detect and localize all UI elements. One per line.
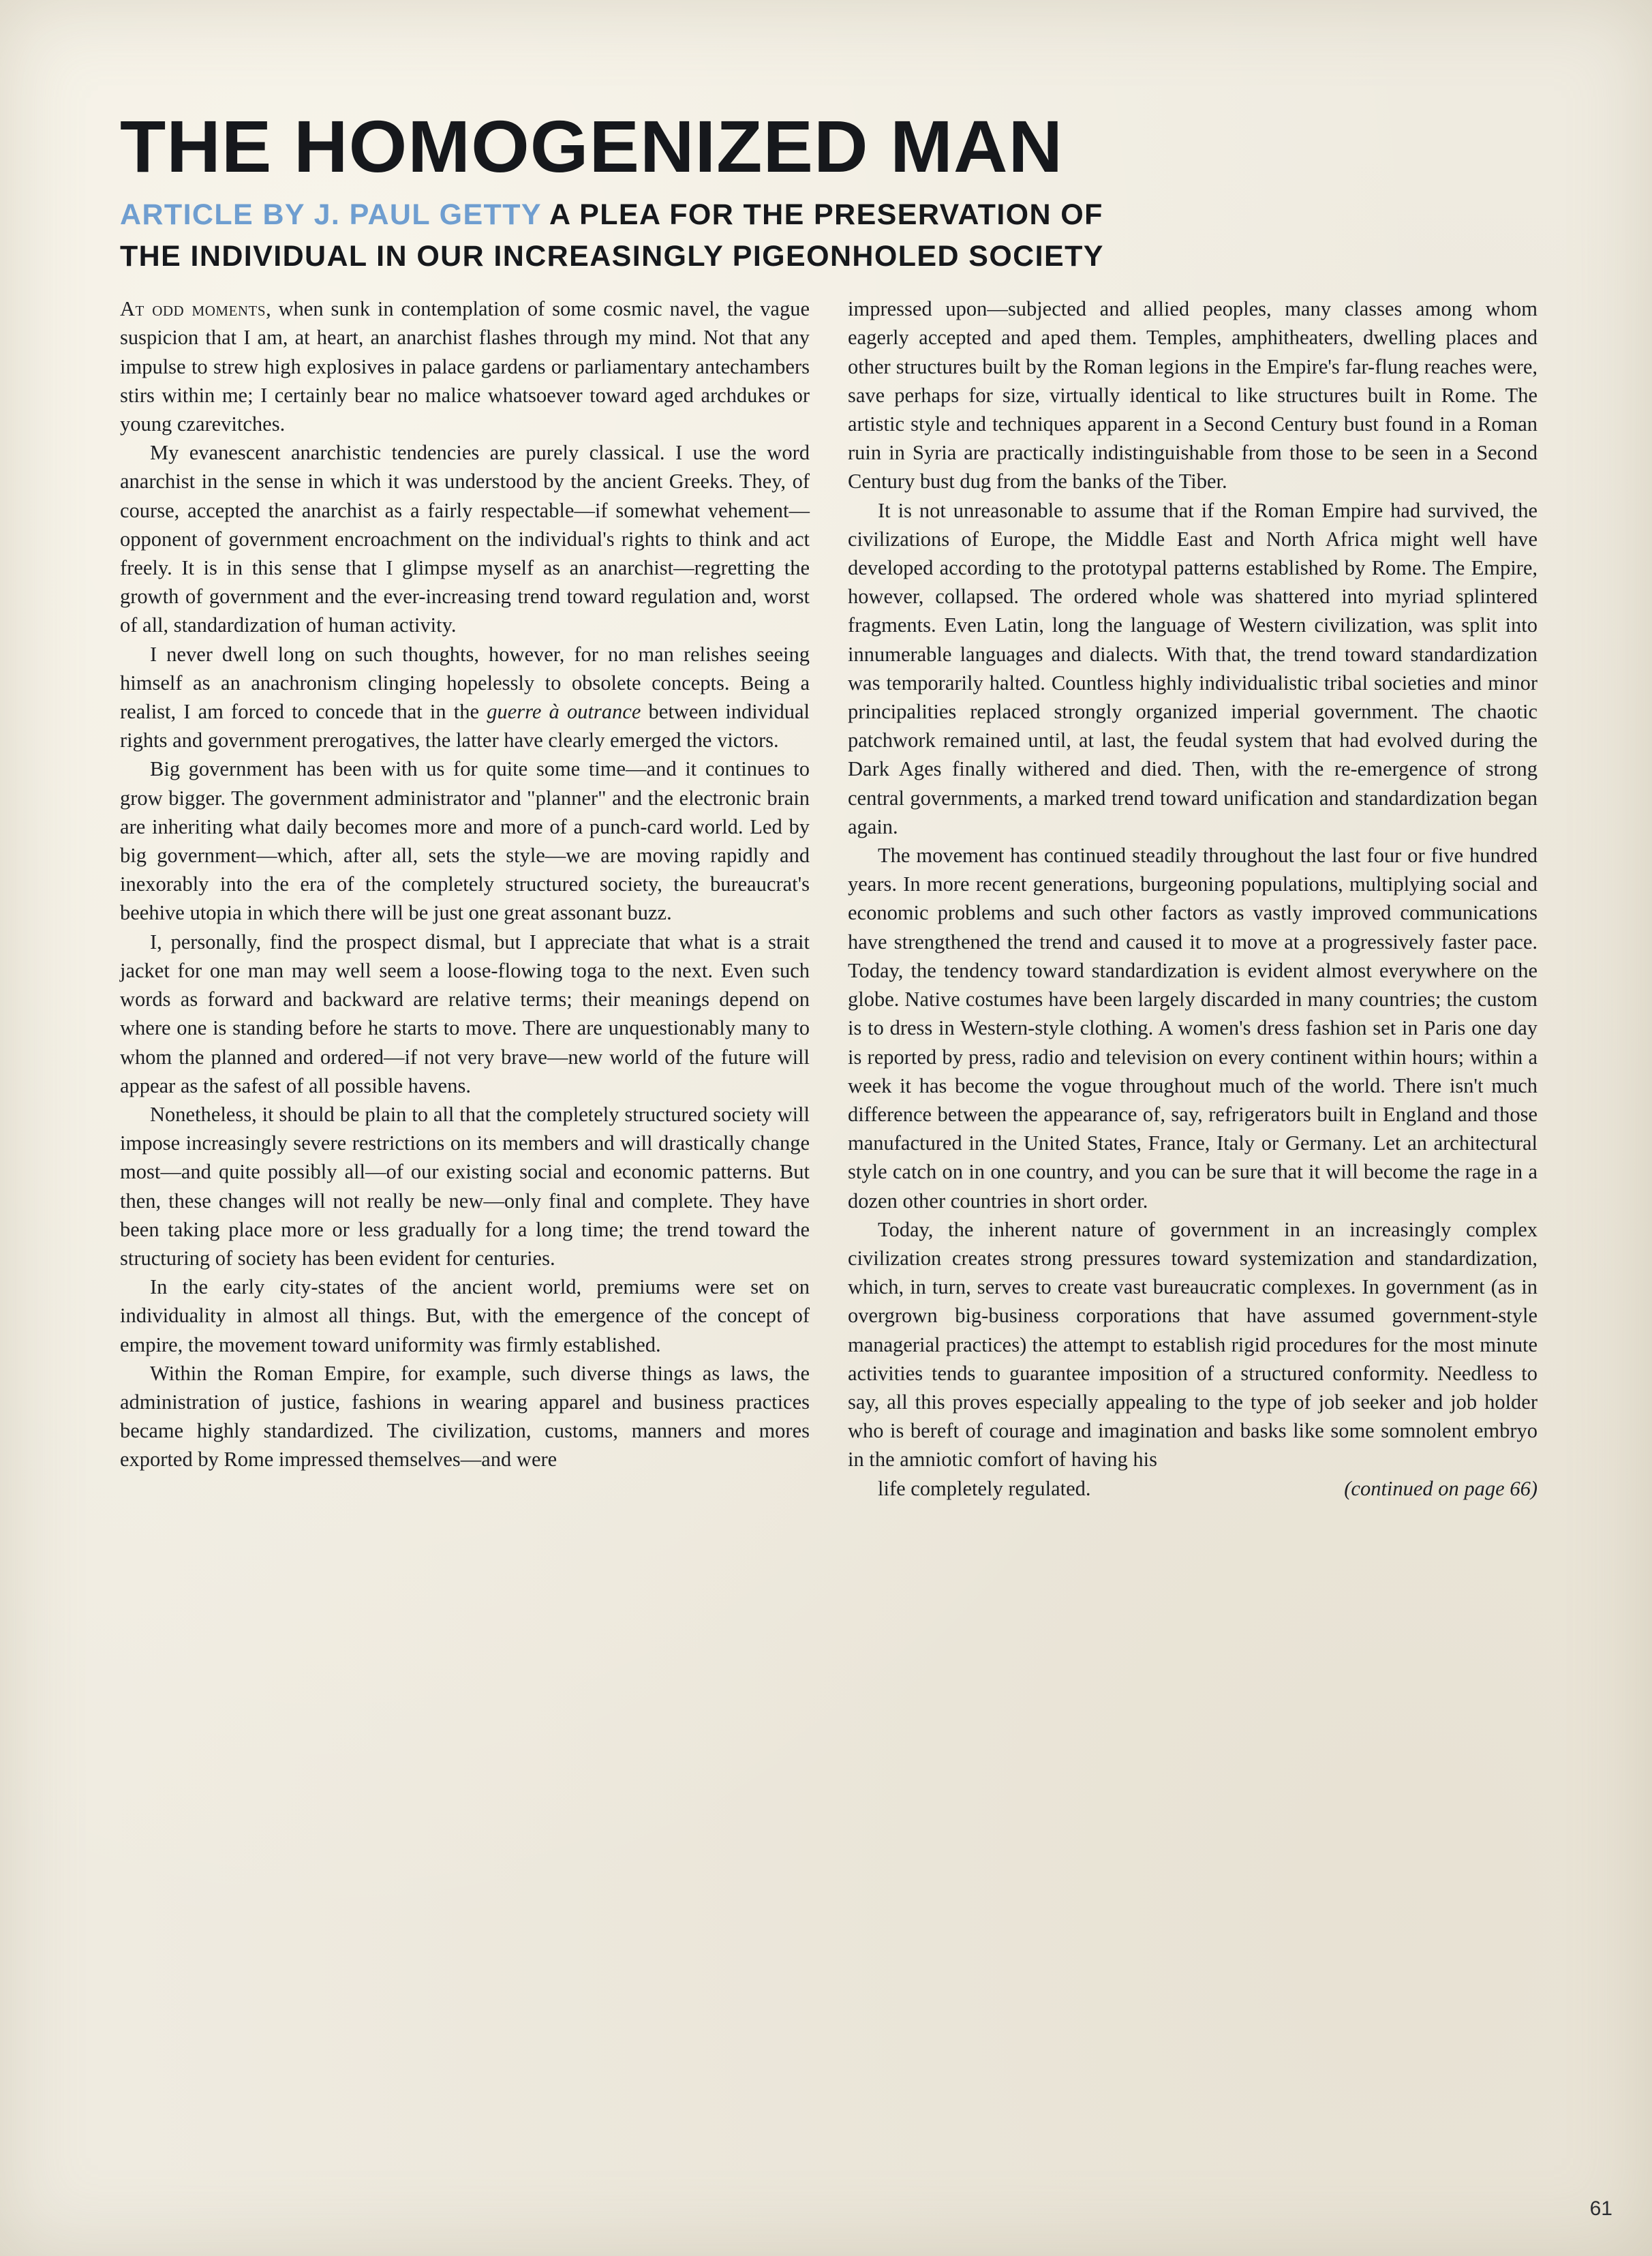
paragraph: Within the Roman Empire, for example, such diverse things as laws, the administration of justice, fashions in wearing apparel and business practices became highly standardized. The civilization, customs, manners and mores exported by Rome impressed themselves—and were [120,1361,810,1472]
paragraph: Nonetheless, it should be plain to all that the completely structured society will impose increasingly severe restrictions on its members and will drastically change most—and quite possibly all—of our existing social and economic patterns. But then, these changes will not really be new—only final and complete. They have been taking place more or less gradually for a long time; the trend toward the structuring of society has been evident for centuries. [120,1102,810,1270]
paragraph: My evanescent anarchistic tendencies are purely classical. I use the word anarchist in the sense in which it was understood by the ancient Greeks. They, of course, accepted the anarchist as a fairly respectable—if somewhat vehement—opponent of government encroachment on the individual's rights to think and act freely. It is in this sense that I glimpse myself as an anarchist—regretting the growth of government and the ever-increasing trend toward regulation and, worst of all, standardization of human activity. [120,441,810,637]
article-columns [120,294,1538,1503]
paragraph: Big government has been with us for quite some time—and it continues to grow bigger. The government administrator and "planner" and the electronic brain are inheriting what daily becomes more and more of a punch-card world. Led by big government—which, after all, sets the style—we are moving rapidly and inexorably into the era of the completely structured society, the bureaucrat's beehive utopia in which there will be just one great assonant buzz. [120,757,810,925]
article-content [120,105,1538,1503]
paragraph: impressed upon—subjected and allied peoples, many classes among whom eagerly accepted and aped them. Temples, amphitheaters, dwelling places and other structures built by the Roman legions in the Empire's far-flung reaches were, save perhaps for size, virtually identical to like structures built in Rome. The artistic style and techniques apparent in a Second Century bust found in a Roman ruin in Syria are practically indistinguishable from those to be seen in a Second Century bust dug from the banks of the Tiber. [848,297,1538,493]
page-title: THE HOMOGENIZED MAN [120,105,1064,187]
deck-part-one: A PLEA FOR THE PRESERVATION OF [549,198,1103,232]
article-deck-line-2: THE INDIVIDUAL IN OUR INCREASINGLY PIGEONHOLED SOCIETY [120,240,1104,273]
paragraph: At odd moments, when sunk in contemplation of some cosmic navel, the vague suspicion that I am, at heart, an anarchist flashes through my mind. Not that any impulse to strew high explosives in palace gardens or parliamentary antechambers stirs within me; I certainly bear no malice whatsoever toward aged archdukes or young czarevitches. [120,297,810,436]
article-deck-line-1 [120,196,1538,234]
paragraph: Today, the inherent nature of government in an increasingly complex civilization creates strong pressures toward systemization and standardization, which, in turn, serves to create vast bureaucratic complexes. In government (as in overgrown big-business corporations that have assumed government-style managerial practices) the attempt to establish rigid procedures for the most minute activities tends to guarantee imposition of a structured conformity. Needless to say, all this proves especially appealing to the type of job seeker and job holder who is bereft of courage and imagination and basks like some somnolent embryo in the amniotic comfort of having his life completely regulated. (continued on page 66) [848,1215,1538,1503]
page-number: 61 [1589,2197,1612,2220]
paragraph: It is not unreasonable to assume that if the Roman Empire had survived, the civilizations of Europe, the Middle East and North Africa might well have developed according to the prototypal patterns established by Rome. The Empire, however, collapsed. The ordered whole was shattered into myriad splintered fragments. Even Latin, long the language of Western civilization, was split into innumerable languages and dialects. With that, the trend toward standardization was temporarily halted. Countless highly individualistic tribal societies and minor principalities replaced strongly organized imperial government. The chaotic patchwork remained until, at last, the feudal system that had evolved during the Dark Ages finally withered and died. Then, with the re-emergence of strong central governments, a marked trend toward unification and standardization began again. [848,498,1538,838]
continued-note: (continued on page 66) [1344,1476,1538,1500]
column-left [120,294,810,1474]
paragraph: I, personally, find the prospect dismal, but I appreciate that what is a strait jacket for one man may well seem a loose-flowing toga to the next. Even such words as forward and backward are relative terms; their meanings depend on where one is standing before he starts to move. There are unquestionably many to whom the planned and ordered—if not very brave—new world of the future will appear as the safest of all possible havens. [120,930,810,1097]
paragraph: In the early city-states of the ancient world, premiums were set on individuality in almost all things. But, with the emergence of the concept of empire, the movement toward uniformity was firmly established. [120,1275,810,1356]
column-right [848,294,1538,1503]
paragraph: The movement has continued steadily throughout the last four or five hundred years. In more recent generations, burgeoning populations, multiplying social and economic problems and such other factors as vastly improved communications have strengthened the trend and caused it to move at a progressively faster pace. Today, the tendency toward standardization is evident almost everywhere on the globe. Native costumes have been largely discarded in many countries; the custom is to dress in Western-style clothing. A women's dress fashion set in Paris one day is reported by press, radio and television on every continent within hours; within a week it has become the vogue throughout much of the world. There isn't much difference between the appearance of, say, refrigerators built in England and those manufactured in the United States, France, Italy or Germany. Let an architectural style catch on in one country, and you can be sure that it will become the rage in a dozen other countries in short order. [848,844,1538,1213]
article-byline: ARTICLE BY J. PAUL GETTY [120,198,542,232]
paragraph: I never dwell long on such thoughts, however, for no man relishes seeing himself as an anachronism clinging hopelessly to obsolete concepts. Being a realist, I am forced to concede that in the guerre à outrance between individual rights and government prerogatives, the latter have clearly emerged the victors. [120,642,810,752]
